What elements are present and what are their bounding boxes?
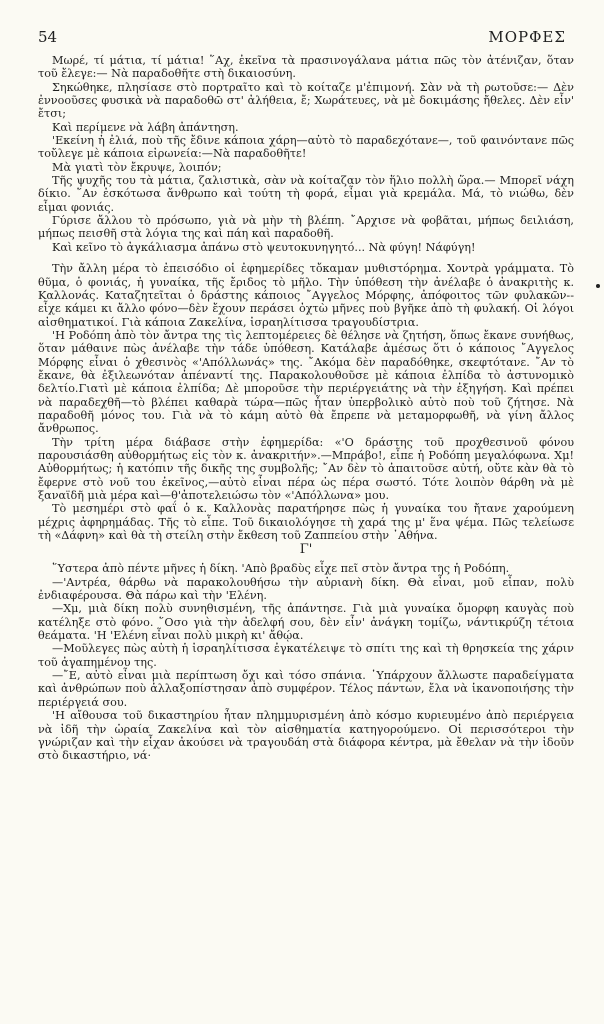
paragraph: Σηκώθηκε, πλησίασε στὸ πορτραῖτο καὶ τὸ κοίταζε μ'ἐπιμονή. Σὰν νὰ τὴ ρωτοῦσε:— Δὲν ἐννοοῦσες φυσικὰ νὰ παραδοθῶ στ' ἀλήθεια, ἔ; Χωράτευες, νὰ μὲ δοκιμάσης ἤθελες. Δὲν εἶν' ἔτσι;	[38, 80, 574, 121]
paragraph: —Χμ, μιὰ δίκη πολὺ συνηθισμένη, τῆς ἀπάντησε. Γιὰ μιὰ γυναίκα ὄμορφη καυγὰς ποὺ κατέληξε στὸ φόνο. ῞Οσο γιὰ τὴν ἀδελφή σου, δὲν εἶν' ἀνάγκη τομίζω, νάντικρύζη τέτοια θεάματα. 'Η 'Ελένη εἶναι πολὺ μικρὴ κι' ἄθῴα.	[38, 602, 574, 643]
paragraph: Τὴν τρίτη μέρα διάβασε στὴν ἐφημερίδα: «'Ο δράστης τοῦ προχθεσινοῦ φόνου παρουσιάσθη αὐθορμήτως εἰς τὸν κ. ἀνακριτήν».—Μπράβο!, εἶπε ἡ Ροδόπη μεγαλόφωνα. Χμ! Αὐθορμήτως; ἡ κατόπιν τῆς δικῆς της συμβολῆς; ῎Αν δὲν τὸ ἀπαιτοῦσε αὐτή, οὔτε κὰν θὰ τὸ ἔφερνε στὸ νοῦ του ἐκεῖνος,—αὐτὸ εἶναι πέρα ὡς πέρα σωστό. Τότε λοιπὸν θάρθη νὰ μὲ ξαναϊδῆ μιὰ μέρα καὶ—θ'ἀποτελειώσω τὸν «'Απόλλωνα» μου.	[38, 435, 574, 502]
paragraph: Μωρέ, τί μάτια, τί μάτια! ῞Αχ, ἐκεῖνα τὰ πρασινογάλανα μάτια πῶς τὸν ἀτένιζαν, ὅταν τοῦ ἔλεγε:— Νὰ παραδοθῆτε στὴ δικαιοσύνη.	[38, 54, 574, 81]
text-block-part-3	[38, 562, 574, 762]
paragraph-gap	[38, 254, 574, 262]
paragraph: Καὶ περίμενε νὰ λάβη ἀπάντηση.	[52, 120, 239, 134]
paragraph: Τὸ μεσημέρι στὸ φαΐ ὁ κ. Καλλονὰς παρατήρησε πὼς ἡ γυναίκα του ἤτανε χαρούμενη μέχρις ἀφηρημάδας. Τῆς τὸ εἶπε. Τοῦ δικαιολόγησε τὴ χαρά της μ' ἕνα ψέμα. Πῶς τελείωσε τὴ «Δάφνη» καὶ θὰ τὴ στείλη στὴν ἔκθεση τοῦ Ζαππείου στὴν ᾿Αθήνα.	[38, 502, 574, 543]
margin-dot	[596, 284, 600, 288]
text-block-part-1	[38, 54, 574, 254]
page-number: 54	[38, 28, 58, 46]
paragraph: ῞Υστερα ἀπὸ πέντε μῆνες ἡ δίκη. 'Απὸ βραδὺς εἶχε πεῖ στὸν ἄντρα της ἡ Ροδόπη.	[52, 562, 510, 576]
section-marker: Γ'	[299, 542, 313, 558]
paragraph: Γύρισε ἄλλου τὸ πρόσωπο, γιὰ νὰ μὴν τὴ βλέπη. ῎Αρχισε νὰ φοβᾶται, μήπως δειλιάση, μήπως πεισθῆ στὰ λόγια της καὶ πάη καὶ παραδοθῆ.	[38, 214, 574, 241]
paragraph: Τὴν ἄλλη μέρα τὸ ἐπεισόδιο οἱ ἐφημερίδες τὄκαμαν μυθιστόρημα. Χοντρὰ γράμματα. Τὸ θῦμα, ὁ φονιάς, ἡ γυναίκα, τῆς ἔριδος τὸ μῆλο. Τὴν ὑπόθεση τὴν ἀνέλαβε ὁ ἀνακριτὴς κ. Καλλονάς. Καταζητεῖται ὁ δράστης κάποιος ῎Αγγελος Μόρφης, ἀπόφοιτος τῶν φυλακῶν--εἶχε κάμει κι ἄλλο φόνο—δὲν ἔχουν περάσει ὀχτὼ μῆνες ποὺ βγῆκε ἀπὸ τὴ φυλακή. Οἱ λόγοι αἰσθηματικοί. Γιὰ κάποια Ζακελίνα, ἰσραηλίτισσα τραγουδίστρια.	[38, 262, 574, 329]
page-header	[38, 28, 574, 46]
paragraph: —῎Ε, αὐτὸ εἶναι μιὰ περίπτωση ὄχι καὶ τόσο σπάνια. ῾Υπάρχουν ἄλλωστε παραδείγματα καὶ ἀνθρώπων ποὺ ἀλλαξοπίστησαν ἀπὸ συμφέρον. Τέλος πάντων, ἔλα νὰ ἱκανοποιήσης τὴν περιέργειά σου.	[38, 669, 574, 709]
paragraph: 'Η Ροδόπη ἀπὸ τὸν ἄντρα της τὶς λεπτομέρειες δὲ θέλησε νὰ ζητήση, ὅπως ἔκανε συνήθως, ὅταν μάθαινε πὼς ἀνέλαβε τὴν τάδε ὑπόθεση. Κατάλαβε ἀμέσως ὅτι ὁ κάποιος ῎Αγγελος Μόρφης εἶναι ὁ χθεσινὸς «'Απόλλωνάς» της. ῎Ακόμα δὲν παραδόθηκε, σκεφτότανε. ῎Αν τὸ ἔκανε, θὰ ἐξιλεωνόταν ἀπέναντί της. Παρακολουθοῦσε μὲ κάποια ἐλπίδα τὸ ἀστυνομικὸ δελτίο.Γιατὶ μὲ κάποια ἐλπίδα; Δὲ μποροῦσε τὴν περιέργειάτης νὰ τὴν ἐξηγήση. Καὶ πρέπει νὰ παραδεχθῆ—τὸ βλέπει καθαρὰ τώρα—πῶς ἦταν ὑπερβολικὸ αὐτὸ ποὺ τοῦ ζήτησε. Νὰ παραδοθῆ μόνος του. Γιὰ νὰ τὸ κάμη αὐτὸ θὰ ἔπρεπε νὰ μεταμορφωθῆ, νὰ γίνη ἄλλος ἄνθρωπος.	[38, 328, 574, 436]
paragraph: Καὶ κεῖνο τὸ ἀγκάλιασμα ἀπάνω στὸ ψευτοκυνηγητό... Νὰ φύγη! Νάφύγη!	[52, 240, 476, 254]
running-title: ΜΟΡΦΕΣ	[488, 28, 566, 46]
paragraph: 'Εκείνη ἡ ἐλιά, ποὺ τῆς ἔδινε κάποια χάρη—αὐτὸ τὸ παραδεχότανε—, τοῦ φαινόντανε πῶς τοὔλεγε μὲ κάποια εἰρωνεία:—Νὰ παραδοθῆτε!	[38, 134, 574, 161]
paragraph: Τῆς ψυχῆς του τὰ μάτια, ζαλιστικὰ, σὰν νὰ κοίταζαν τὸν ἥλιο πολλὴ ὥρα.— Μπορεῖ νάχη δίκιο. ῞Αν ἐσκότωσα ἄνθρωπο καὶ τούτη τὴ φορά, εἶμαι γιὰ κρεμάλα. Μά, τὸ νιώθω, δὲν εἶμαι φονιάς.	[38, 174, 574, 214]
paragraph: —'Αντρέα, θάρθω νὰ παρακολουθήσω τὴν αὐριανὴ δίκη. Θὰ εἶναι, μοῦ εἶπαν, πολὺ ἐνδιαφέρουσα. Θὰ πάρω καὶ τὴν 'Ελένη.	[38, 575, 574, 603]
paragraph: 'Η αἴθουσα τοῦ δικαστηρίου ἦταν πλημμυρισμένη ἀπὸ κόσμο κυριευμένο ἀπὸ περιέργεια νὰ ἰδῆ τὴν ὡραία Ζακελίνα καὶ τὸν αἰσθηματία κατηγορούμενο. Οἱ περισσότεροι τὴν γνώριζαν καὶ τὴν εἶχαν ἀκούσει νὰ τραγουδάη στὰ διάφορα κέντρα, μὰ ἔθελαν νὰ τὴν ἰδοῦν στὸ δικαστήριο, νά·	[38, 709, 574, 763]
text-block-part-2	[38, 262, 574, 542]
paragraph: Μὰ γιατὶ τὸν ἔκρυψε, λοιπόν;	[52, 160, 222, 174]
paragraph: —Μοῦλεγες πὼς αὐτὴ ἡ ἰσραηλίτισσα ἐγκατέλειψε τὸ σπίτι της καὶ τὴ θρησκεία της χάριν τοῦ ἀγαπημένου της.	[38, 642, 574, 669]
